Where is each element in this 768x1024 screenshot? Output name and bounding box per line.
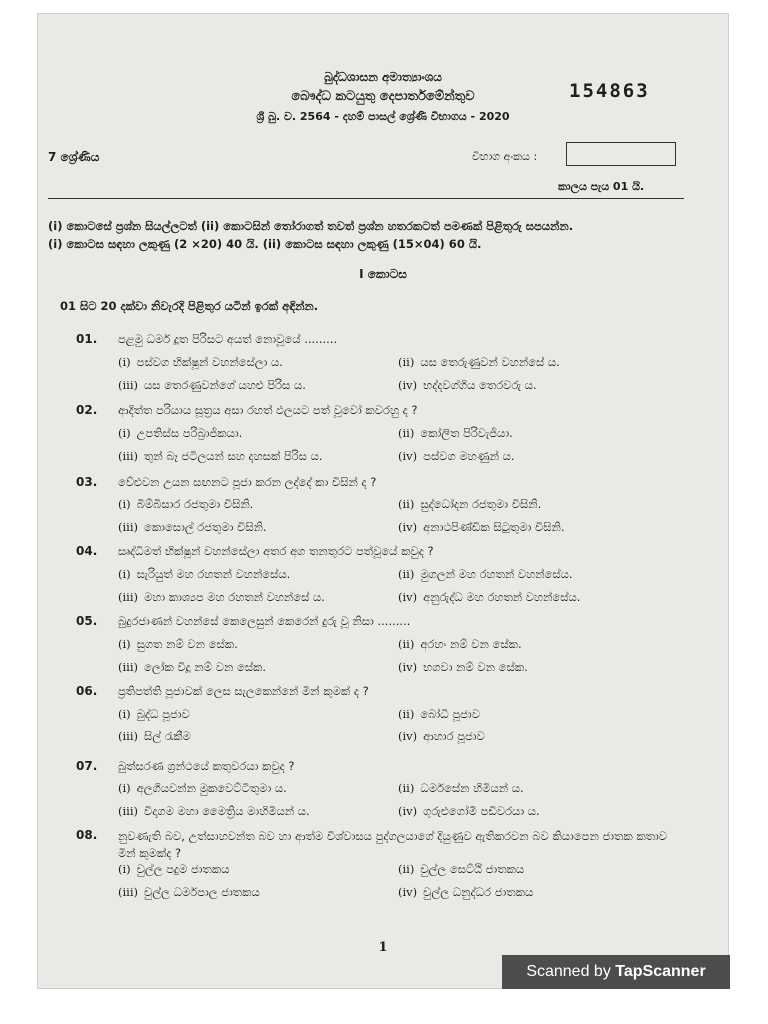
answer-option[interactable] <box>118 729 191 744</box>
question-text: පළමු ධර්ම දූත පිරිසට අයත් නොවූයේ ......... <box>118 332 338 346</box>
answer-option[interactable] <box>398 660 528 675</box>
question-text: ප්‍රතිපත්ති පූජාවක් ලෙස සැලකෙන්නේ මින් කුමක් ද ? <box>118 684 369 698</box>
question-number: 04. <box>76 544 98 558</box>
question-number: 02. <box>76 403 98 417</box>
option-numeral: (i) <box>118 497 131 511</box>
serial-number: 154863 <box>569 80 650 102</box>
option-text: භගවා නම් වන සේක. <box>423 660 528 674</box>
option-text: මුගලන් මහ රහතන් වහන්සේය. <box>420 567 573 581</box>
question-text: වේළුවන උයන සඟනට පූජා කරන ලද්දේ කා විසින් ද ? <box>118 475 377 489</box>
option-text: සිල් රැකීම <box>144 729 191 743</box>
answer-option[interactable] <box>118 426 242 441</box>
option-text: අනාථපිණ්ඩික සිටුතුමා විසිනි. <box>423 520 565 534</box>
answer-option[interactable] <box>398 804 540 819</box>
answer-option[interactable] <box>398 497 541 512</box>
answer-option[interactable] <box>398 449 515 464</box>
exam-title: ශ්‍රී බු. ව. 2564 - දහම් පාසල් ශ්‍රේණි විභාගය - 2020 <box>256 110 510 123</box>
answer-option[interactable] <box>398 637 522 652</box>
option-numeral: (iv) <box>398 378 418 392</box>
option-text: අරහං නම් වන සේක. <box>420 637 522 651</box>
option-numeral: (iii) <box>118 449 139 463</box>
option-numeral: (iv) <box>398 885 418 899</box>
grade-label: 7 ශ්‍රේණිය <box>48 150 100 164</box>
answer-option[interactable] <box>118 449 323 464</box>
question-text: නුවණැති බව, උත්සාහවන්ත බව හා ආත්ම විශ්වාසය පුද්ගලයාගේ දියුණුව ඇතිකරවන බව කියාපෙන ජාතක කතාව මින් කුමක්ද ? <box>118 829 668 860</box>
question-number: 03. <box>76 475 98 489</box>
option-text: චුල්ල ධර්මපාල ජාතකය <box>144 885 260 899</box>
question-number: 01. <box>76 332 98 346</box>
option-text: පස්වග භික්ෂූන් වහන්සේලා ය. <box>136 355 283 369</box>
answer-option[interactable] <box>118 355 283 370</box>
option-numeral: (iii) <box>118 804 139 818</box>
option-numeral: (iii) <box>118 378 139 392</box>
instruction-line-1: (i) කොටසේ ප්‍රශ්න සියල්ලටත් (ii) කොටසින් තෝරාගත් තවත් ප්‍රශ්න හතරකටත් පමණක් පිළිතුරු සපයන්න. <box>48 219 574 233</box>
option-numeral: (i) <box>118 707 131 721</box>
option-numeral: (iii) <box>118 520 139 534</box>
option-numeral: (i) <box>118 781 131 795</box>
option-text: භද්දවග්ගිය තෙරවරු ය. <box>423 378 537 392</box>
option-numeral: (iii) <box>118 590 139 604</box>
ministry-name: බුද්ධශාසන අමාත්‍යාංශය <box>324 70 442 84</box>
question-text: බුත්සරණ ග්‍රන්ථයේ කතුවරයා කවුද ? <box>118 759 295 773</box>
answer-option[interactable] <box>398 426 513 441</box>
department-name: බෞද්ධ කටයුතු දෙපාර්තමේන්තුව <box>291 89 475 104</box>
watermark-prefix: Scanned by <box>526 963 616 980</box>
option-text: අනුරුද්ධ මහ රහතන් වහන්සේය. <box>423 590 581 604</box>
option-numeral: (ii) <box>398 426 415 440</box>
part-title: I කොටස <box>359 267 407 281</box>
instruction-line-2: (i) කොටස සඳහා ලකුණු (2 ×20) 40 යි. (ii) කොටස සඳහා ලකුණු (15×04) 60 යි. <box>48 237 482 251</box>
option-text: පස්වග මහණුන් ය. <box>423 449 515 463</box>
option-text: තුන් බෑ ජටිලයන් සහ දහසක් පිරිස ය. <box>144 449 323 463</box>
option-text: ධර්මසේන හිමියන් ය. <box>420 781 524 795</box>
answer-option[interactable] <box>118 804 310 819</box>
option-text: මහා කාශ්‍යප මහ රහතන් වහන්සේ ය. <box>144 590 325 604</box>
option-numeral: (i) <box>118 637 131 651</box>
option-numeral: (i) <box>118 567 131 581</box>
option-text: ගුරුළුගෝමී පඩිවරයා ය. <box>423 804 540 818</box>
option-numeral: (iv) <box>398 520 418 534</box>
option-numeral: (ii) <box>398 497 415 511</box>
time-allowed: කාලය පැය 01 යි. <box>558 180 645 193</box>
page-number: 1 <box>378 940 388 955</box>
question-number: 07. <box>76 759 98 773</box>
option-text: සුද්ධෝදන රජතුමා විසිනි. <box>420 497 542 511</box>
option-numeral: (i) <box>118 862 131 876</box>
answer-option[interactable] <box>398 729 485 744</box>
option-numeral: (iii) <box>118 885 139 899</box>
answer-option[interactable] <box>118 885 260 900</box>
option-text: චුල්ල පදුම ජාතකය <box>136 862 230 876</box>
option-text: චුල්ල ධනුද්ධර ජාතකය <box>423 885 534 899</box>
answer-option[interactable] <box>118 862 229 877</box>
answer-option[interactable] <box>398 567 573 582</box>
answer-option[interactable] <box>398 707 480 722</box>
option-text: බුද්ධ පූජාව <box>136 707 190 721</box>
option-numeral: (iii) <box>118 729 139 743</box>
answer-option[interactable] <box>118 707 190 722</box>
option-text: උපතිස්ස පරිබ්‍රාජිකයා. <box>136 426 243 440</box>
answer-option[interactable] <box>398 885 533 900</box>
answer-option[interactable] <box>118 497 253 512</box>
option-text: චුල්ල සෙට්ඨි ජාතකය <box>420 862 525 876</box>
option-text: කොසොල් රජතුමා විසිනි. <box>144 520 267 534</box>
question-number: 05. <box>76 614 98 628</box>
option-text: කෝලිත පිරිවැජියා. <box>420 426 513 440</box>
watermark-brand: TapScanner <box>615 963 706 980</box>
option-text: සැරියුත් මහ රහතන් වහන්සේය. <box>136 567 291 581</box>
answer-option[interactable] <box>118 520 267 535</box>
answer-option[interactable] <box>398 520 564 535</box>
exam-paper <box>38 14 728 988</box>
answer-option[interactable] <box>398 781 524 796</box>
option-numeral: (iv) <box>398 449 418 463</box>
option-text: සුගත නම් වන සේක. <box>136 637 238 651</box>
option-numeral: (ii) <box>398 781 415 795</box>
option-text: යස තෙරණුවන්ගේ යහළු පිරිස ය. <box>144 378 306 392</box>
answer-option[interactable] <box>398 590 580 605</box>
part-directive: 01 සිට 20 දක්වා නිවැරදි පිළිතුර යටින් ඉරක් අඳින්න. <box>60 299 319 313</box>
option-numeral: (ii) <box>398 707 415 721</box>
option-numeral: (iii) <box>118 660 139 674</box>
exam-number-label: විභාග අංකය : <box>472 150 538 163</box>
exam-number-box <box>566 142 676 166</box>
question-text: සෘද්ධිමත් භික්ෂූන් වහන්සේලා අතර අග තනතුරට පත්වූයේ කවුද ? <box>118 544 434 558</box>
question-text: බුදුරජාණන් වහන්සේ කෙලෙසුන් කෙරෙන් දුරු වූ නිසා ......... <box>118 614 411 628</box>
option-text: බෝධි පූජාව <box>420 707 480 721</box>
option-text: අලගියවන්න මුකවෙට්ටිතුමා ය. <box>136 781 287 795</box>
option-numeral: (iv) <box>398 804 418 818</box>
answer-option[interactable] <box>398 378 537 393</box>
option-text: බිම්බිසාර රජතුමා විසිනි. <box>136 497 254 511</box>
option-text: විදාගම මහා මෛත්‍රිය මාහිමියන් ය. <box>144 804 310 818</box>
option-numeral: (iv) <box>398 590 418 604</box>
option-numeral: (i) <box>118 426 131 440</box>
option-text: ලෝක විදූ නම් වන සේක. <box>144 660 267 674</box>
answer-option[interactable] <box>118 378 306 393</box>
question-number: 06. <box>76 684 98 698</box>
option-numeral: (ii) <box>398 637 415 651</box>
scanner-watermark <box>502 955 730 989</box>
option-text: යස තෙරුණුවන් වහන්සේ ය. <box>420 355 560 369</box>
option-numeral: (i) <box>118 355 131 369</box>
answer-option[interactable] <box>398 355 560 370</box>
option-numeral: (iv) <box>398 729 418 743</box>
answer-option[interactable] <box>118 590 325 605</box>
option-text: ආහාර පූජාව <box>423 729 485 743</box>
option-numeral: (ii) <box>398 355 415 369</box>
answer-option[interactable] <box>118 567 290 582</box>
header-divider <box>48 198 684 199</box>
question-text: ආදිත්ත පරියාය සූත්‍රය අසා රහත් ඵලයට පත් වූවෝ කවරහු ද ? <box>118 403 418 417</box>
option-numeral: (ii) <box>398 862 415 876</box>
question-number: 08. <box>76 828 98 842</box>
option-numeral: (ii) <box>398 567 415 581</box>
answer-option[interactable] <box>118 781 287 796</box>
answer-option[interactable] <box>118 637 238 652</box>
option-numeral: (iv) <box>398 660 418 674</box>
answer-option[interactable] <box>398 862 524 877</box>
answer-option[interactable] <box>118 660 266 675</box>
